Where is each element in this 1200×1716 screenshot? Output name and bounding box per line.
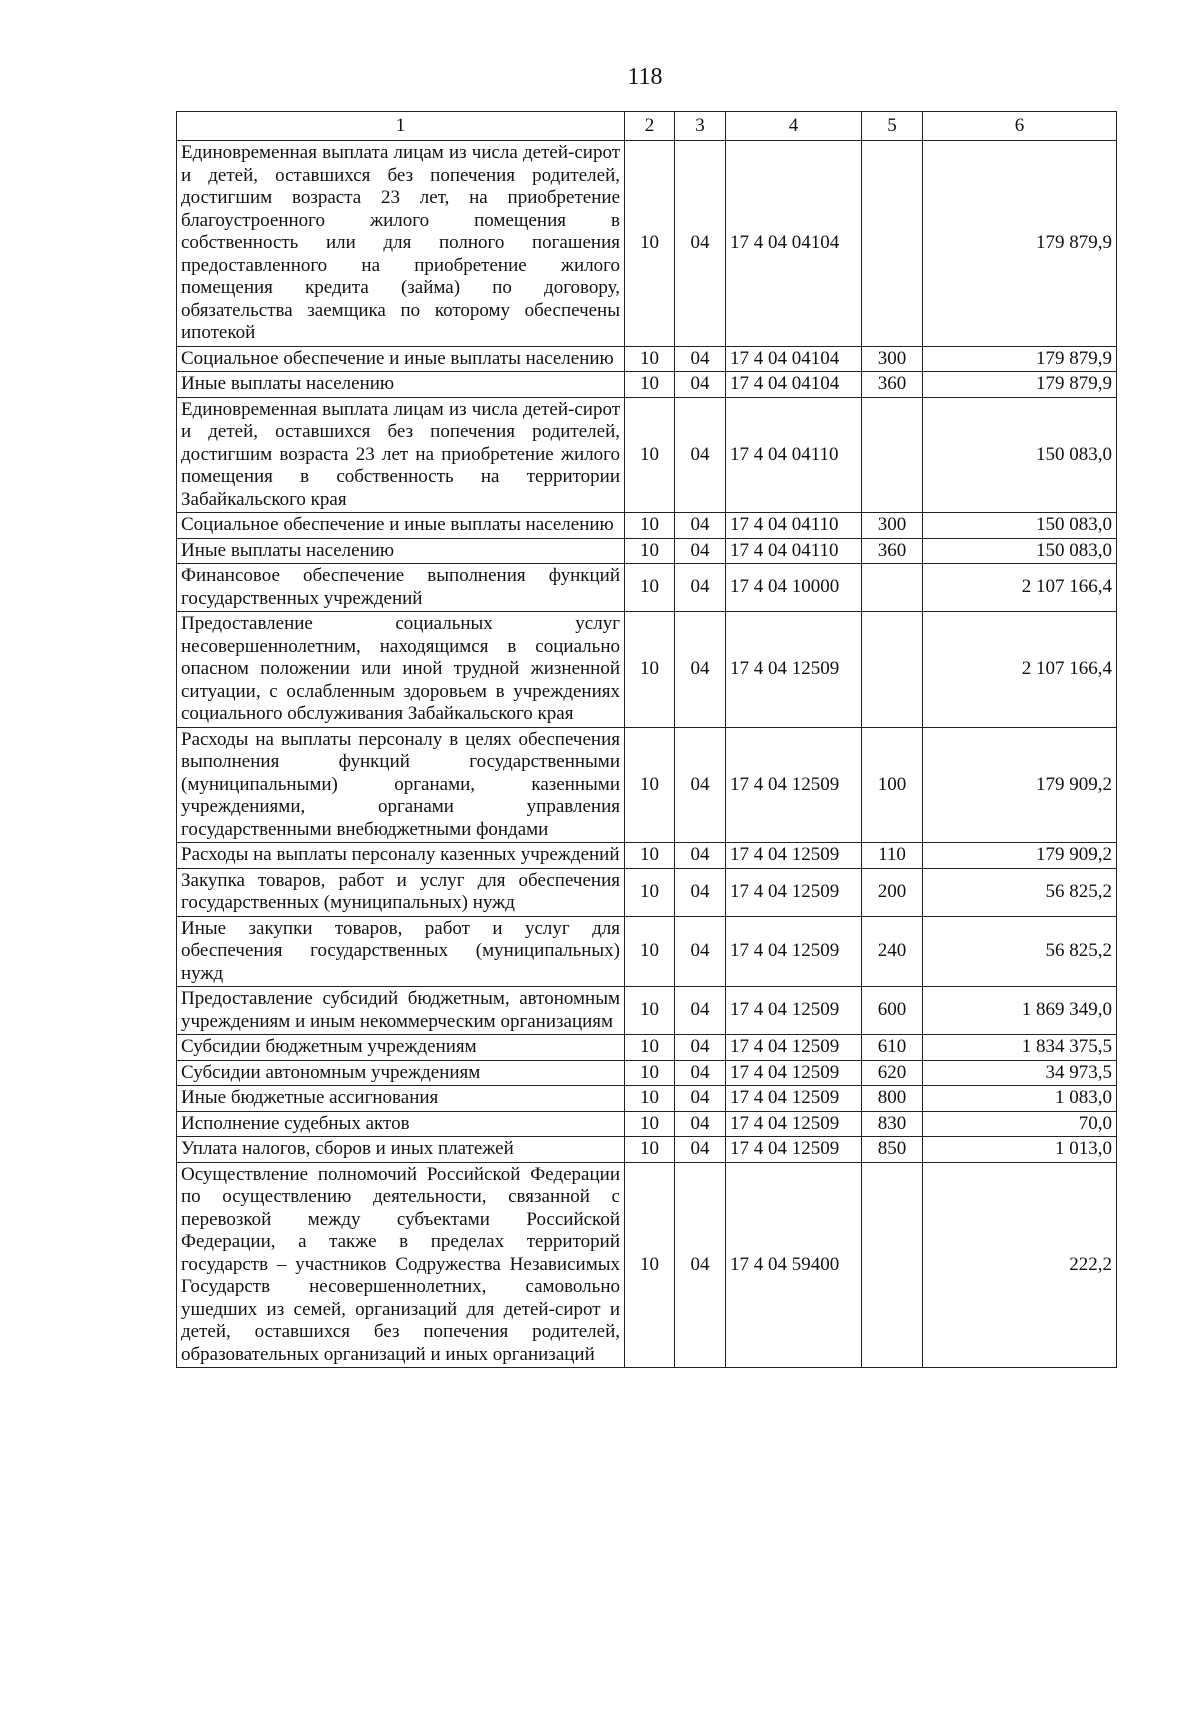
subsection-code: 04 [675,1111,726,1137]
table-row [177,727,1117,843]
expense-type-code: 620 [862,1060,923,1086]
table-row [177,513,1117,539]
target-article-code: 17 4 04 12509 [726,916,862,987]
expense-type-code: 610 [862,1035,923,1061]
amount: 1 869 349,0 [923,987,1117,1035]
subsection-code: 04 [675,141,726,347]
subsection-code: 04 [675,1035,726,1061]
section-code: 10 [625,346,675,372]
table-row [177,564,1117,612]
amount: 179 879,9 [923,372,1117,398]
target-article-code: 17 4 04 12509 [726,1137,862,1163]
expense-type-code: 300 [862,346,923,372]
target-article-code: 17 4 04 04104 [726,346,862,372]
budget-table [176,111,1117,1368]
target-article-code: 17 4 04 04104 [726,141,862,347]
amount: 1 013,0 [923,1137,1117,1163]
table-row [177,612,1117,728]
subsection-code: 04 [675,564,726,612]
section-code: 10 [625,916,675,987]
expense-name: Исполнение судебных актов [177,1111,625,1137]
target-article-code: 17 4 04 12509 [726,612,862,728]
section-code: 10 [625,513,675,539]
amount: 179 909,2 [923,843,1117,869]
expense-type-code [862,1162,923,1368]
expense-name: Закупка товаров, работ и услуг для обеспечения государственных (муниципальных) нужд [177,868,625,916]
expense-name: Субсидии бюджетным учреждениям [177,1035,625,1061]
table-row [177,1162,1117,1368]
expense-type-code: 850 [862,1137,923,1163]
header-cell: 1 [177,112,625,141]
subsection-code: 04 [675,372,726,398]
expense-name: Предоставление социальных услуг несовершеннолетним, находящимся в социально опасном положении или иной трудной жизненной ситуации, с ослабленным здоровьем в учреждениях социального обслуживания Забайкальского края [177,612,625,728]
table-row [177,397,1117,513]
table-row [177,141,1117,347]
target-article-code: 17 4 04 04104 [726,372,862,398]
subsection-code: 04 [675,868,726,916]
header-cell: 5 [862,112,923,141]
subsection-code: 04 [675,612,726,728]
table-row [177,372,1117,398]
target-article-code: 17 4 04 12509 [726,987,862,1035]
amount: 179 909,2 [923,727,1117,843]
target-article-code: 17 4 04 12509 [726,1111,862,1137]
expense-type-code: 240 [862,916,923,987]
subsection-code: 04 [675,1086,726,1112]
subsection-code: 04 [675,397,726,513]
amount: 56 825,2 [923,916,1117,987]
section-code: 10 [625,1137,675,1163]
target-article-code: 17 4 04 12509 [726,843,862,869]
table-row [177,987,1117,1035]
section-code: 10 [625,372,675,398]
expense-type-code: 100 [862,727,923,843]
target-article-code: 17 4 04 04110 [726,513,862,539]
expense-type-code: 110 [862,843,923,869]
target-article-code: 17 4 04 12509 [726,868,862,916]
expense-name: Иные выплаты населению [177,538,625,564]
expense-name: Социальное обеспечение и иные выплаты населению [177,346,625,372]
table-row [177,1111,1117,1137]
expense-name: Единовременная выплата лицам из числа детей-сирот и детей, оставшихся без попечения родителей, достигшим возраста 23 лет, на приобретение благоустроенного жилого помещения в собственность или для полного погашения предоставленного на приобретение жилого помещения кредита (займа) по договору, обязательства заемщика по которому обеспечены ипотекой [177,141,625,347]
expense-type-code: 360 [862,372,923,398]
section-code: 10 [625,727,675,843]
expense-name: Единовременная выплата лицам из числа детей-сирот и детей, оставшихся без попечения родителей, достигшим возраста 23 лет на приобретение жилого помещения в собственность на территории Забайкальского края [177,397,625,513]
expense-type-code [862,612,923,728]
amount: 150 083,0 [923,513,1117,539]
subsection-code: 04 [675,1137,726,1163]
table-row [177,1060,1117,1086]
amount: 2 107 166,4 [923,612,1117,728]
section-code: 10 [625,868,675,916]
expense-name: Расходы на выплаты персоналу казенных учреждений [177,843,625,869]
amount: 34 973,5 [923,1060,1117,1086]
header-cell: 6 [923,112,1117,141]
target-article-code: 17 4 04 10000 [726,564,862,612]
amount: 1 083,0 [923,1086,1117,1112]
amount: 150 083,0 [923,397,1117,513]
table-row [177,346,1117,372]
section-code: 10 [625,1060,675,1086]
subsection-code: 04 [675,1162,726,1368]
subsection-code: 04 [675,538,726,564]
subsection-code: 04 [675,916,726,987]
section-code: 10 [625,1035,675,1061]
subsection-code: 04 [675,987,726,1035]
expense-type-code [862,141,923,347]
expense-name: Иные выплаты населению [177,372,625,398]
table-row [177,1137,1117,1163]
expense-type-code: 200 [862,868,923,916]
section-code: 10 [625,1162,675,1368]
section-code: 10 [625,564,675,612]
expense-type-code [862,564,923,612]
header-row [177,112,1117,141]
subsection-code: 04 [675,727,726,843]
subsection-code: 04 [675,1060,726,1086]
expense-name: Осуществление полномочий Российской Федерации по осуществлению деятельности, связанной с перевозкой между субъектами Российской Федерации, а также в пределах территорий государств – участников Содружества Независимых Государств несовершеннолетних, самовольно ушедших из семей, организаций для детей-сирот и детей, оставшихся без попечения родителей, образовательных организаций и иных организаций [177,1162,625,1368]
target-article-code: 17 4 04 12509 [726,1035,862,1061]
amount: 150 083,0 [923,538,1117,564]
target-article-code: 17 4 04 12509 [726,1060,862,1086]
expense-name: Предоставление субсидий бюджетным, автономным учреждениям и иным некоммерческим организациям [177,987,625,1035]
header-cell: 3 [675,112,726,141]
subsection-code: 04 [675,843,726,869]
amount: 70,0 [923,1111,1117,1137]
table-row [177,1086,1117,1112]
table-row [177,843,1117,869]
expense-type-code: 800 [862,1086,923,1112]
amount: 222,2 [923,1162,1117,1368]
section-code: 10 [625,538,675,564]
amount: 179 879,9 [923,346,1117,372]
expense-type-code: 830 [862,1111,923,1137]
expense-name: Субсидии автономным учреждениям [177,1060,625,1086]
expense-name: Расходы на выплаты персоналу в целях обеспечения выполнения функций государственными (муниципальными) органами, казенными учреждениями, органами управления государственными внебюджетными фондами [177,727,625,843]
section-code: 10 [625,612,675,728]
header-cell: 2 [625,112,675,141]
expense-name: Финансовое обеспечение выполнения функций государственных учреждений [177,564,625,612]
expense-name: Уплата налогов, сборов и иных платежей [177,1137,625,1163]
section-code: 10 [625,1086,675,1112]
page-number: 118 [627,64,663,90]
expense-name: Социальное обеспечение и иные выплаты населению [177,513,625,539]
section-code: 10 [625,987,675,1035]
target-article-code: 17 4 04 12509 [726,727,862,843]
amount: 1 834 375,5 [923,1035,1117,1061]
expense-name: Иные закупки товаров, работ и услуг для обеспечения государственных (муниципальных) нужд [177,916,625,987]
expense-name: Иные бюджетные ассигнования [177,1086,625,1112]
table-row [177,538,1117,564]
section-code: 10 [625,1111,675,1137]
expense-type-code: 300 [862,513,923,539]
amount: 56 825,2 [923,868,1117,916]
target-article-code: 17 4 04 04110 [726,538,862,564]
target-article-code: 17 4 04 12509 [726,1086,862,1112]
expense-type-code: 600 [862,987,923,1035]
target-article-code: 17 4 04 59400 [726,1162,862,1368]
section-code: 10 [625,397,675,513]
table-row [177,916,1117,987]
subsection-code: 04 [675,346,726,372]
section-code: 10 [625,141,675,347]
table-row [177,1035,1117,1061]
expense-type-code [862,397,923,513]
target-article-code: 17 4 04 04110 [726,397,862,513]
table-row [177,868,1117,916]
expense-type-code: 360 [862,538,923,564]
header-cell: 4 [726,112,862,141]
amount: 2 107 166,4 [923,564,1117,612]
subsection-code: 04 [675,513,726,539]
amount: 179 879,9 [923,141,1117,347]
section-code: 10 [625,843,675,869]
